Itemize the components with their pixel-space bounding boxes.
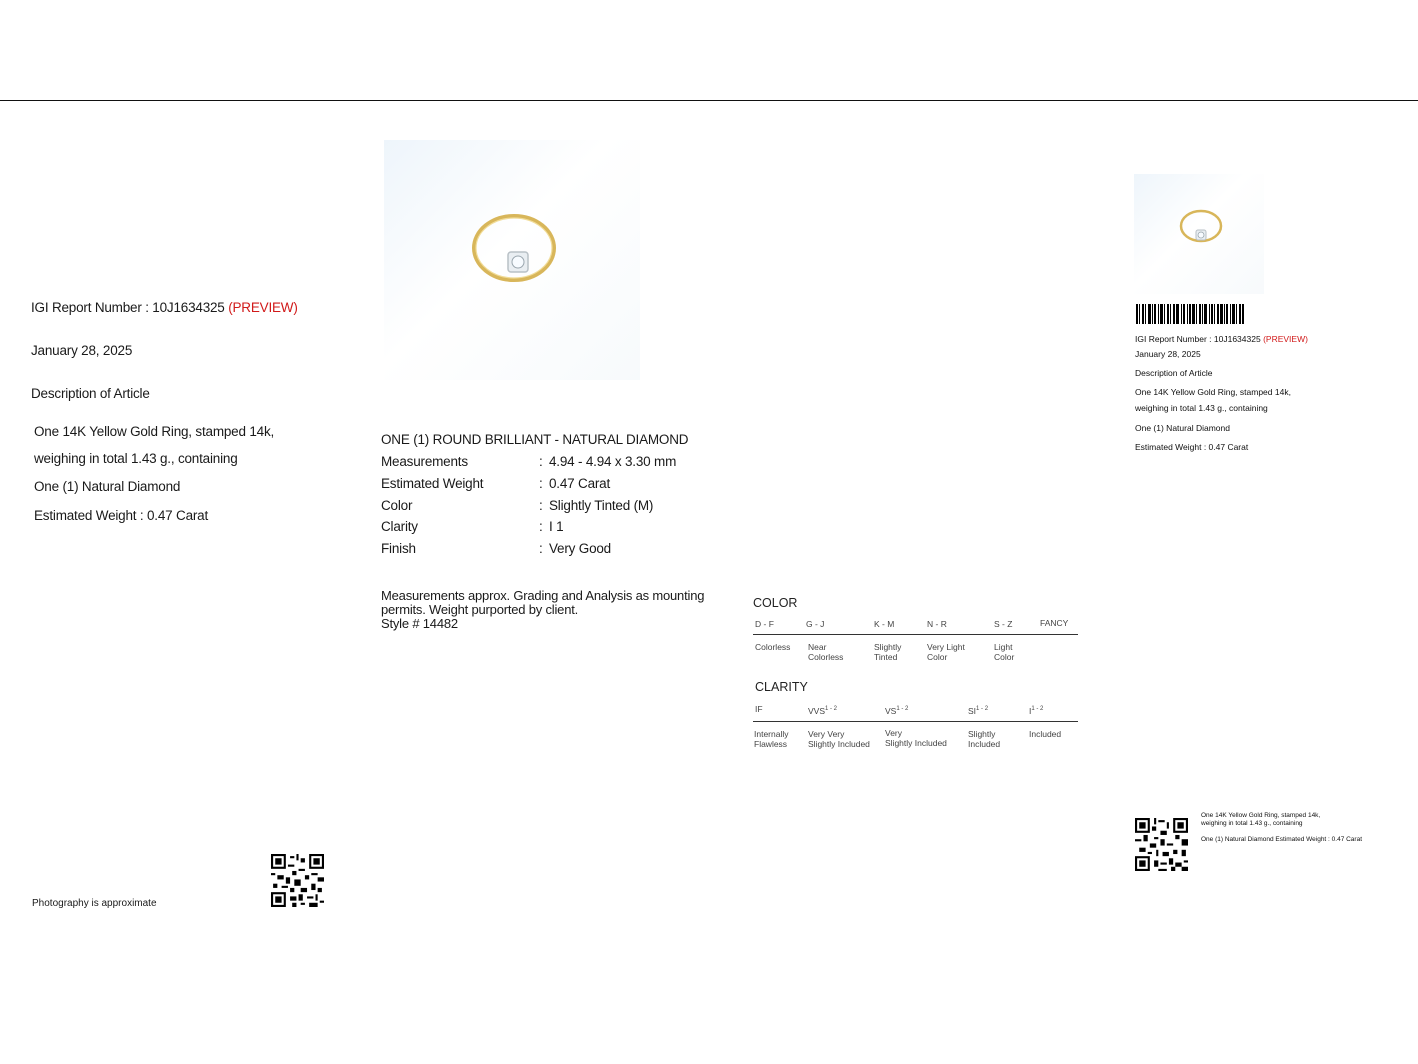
comment-line: Measurements approx. Grading and Analysis as mounting <box>381 588 705 603</box>
report-number-label: IGI Report Number : 10J1634325 <box>31 300 225 315</box>
color-grade: K - M <box>874 619 895 629</box>
card-date: January 28, 2025 <box>1135 349 1201 359</box>
preview-badge: (PREVIEW) <box>228 300 298 315</box>
comment-line: Style # 14482 <box>381 616 458 631</box>
clarity-grade: IF <box>755 704 763 714</box>
card-back-line: One (1) Natural Diamond Estimated Weight : 0.47 Carat <box>1201 836 1363 843</box>
clarity-desc: Very Very Slightly Included <box>808 729 870 749</box>
ring-photo <box>384 140 640 380</box>
description-line: Estimated Weight : 0.47 Carat <box>34 508 209 523</box>
spec-label: Estimated Weight <box>381 476 484 491</box>
barcode-icon <box>1136 304 1244 324</box>
card-description-line: One (1) Natural Diamond <box>1135 423 1230 433</box>
spec-colon: : <box>539 541 543 556</box>
color-grade: S - Z <box>994 619 1013 629</box>
color-desc: Light Color <box>994 642 1015 662</box>
color-scale-title: COLOR <box>753 596 798 610</box>
spec-label: Measurements <box>381 454 468 469</box>
spec-label: Color <box>381 498 413 513</box>
card-preview-badge: (PREVIEW) <box>1263 334 1308 344</box>
spec-colon: : <box>539 454 543 469</box>
photo-note: Photography is approximate <box>32 898 157 909</box>
card-back-line: weighing in total 1.43 g., containing <box>1201 820 1303 827</box>
clarity-scale-title: CLARITY <box>755 680 808 694</box>
top-divider <box>0 100 1418 101</box>
card-report-number <box>1135 334 1308 344</box>
clarity-grade: $I^{1 - 2}$ <box>1029 705 1044 716</box>
color-desc: Slightly Tinted <box>874 642 902 662</box>
color-grade: N - R <box>927 619 947 629</box>
description-heading: Description of Article <box>31 386 150 401</box>
description-line: weighing in total 1.43 g., containing <box>34 451 238 466</box>
grading-heading: ONE (1) ROUND BRILLIANT - NATURAL DIAMOND <box>381 432 689 447</box>
spec-value: 4.94 - 4.94 x 3.30 mm <box>549 454 677 469</box>
clarity-grade: VVS$^{1 - 2}$ <box>808 705 838 716</box>
color-scale-line <box>753 634 1078 635</box>
card-description-line: weighing in total 1.43 g., containing <box>1135 403 1268 413</box>
color-desc: Colorless <box>755 642 791 652</box>
report-date: January 28, 2025 <box>31 343 133 358</box>
spec-value: Slightly Tinted (M) <box>549 498 654 513</box>
color-grade: G - J <box>806 619 825 629</box>
color-desc: Near Colorless <box>808 642 844 662</box>
color-grade: FANCY <box>1040 618 1069 628</box>
clarity-desc: Included <box>1029 729 1062 739</box>
report-number <box>31 300 298 315</box>
clarity-desc: Very Slightly Included <box>885 728 947 748</box>
spec-colon: : <box>539 476 543 491</box>
card-report-number-label: IGI Report Number : 10J1634325 <box>1135 334 1261 344</box>
spec-value: 0.47 Carat <box>549 476 611 491</box>
spec-value: I 1 <box>549 519 564 534</box>
description-line: One 14K Yellow Gold Ring, stamped 14k, <box>34 424 275 439</box>
clarity-desc: Internally Flawless <box>754 729 789 749</box>
spec-colon: : <box>539 519 543 534</box>
card-description-line: Estimated Weight : 0.47 Carat <box>1135 442 1249 452</box>
card-description-heading: Description of Article <box>1135 368 1213 378</box>
comment-line: permits. Weight purported by client. <box>381 602 579 617</box>
color-desc: Very Light Color <box>927 642 965 662</box>
clarity-scale-line <box>753 721 1078 722</box>
qr-code-icon[interactable] <box>1135 818 1188 871</box>
spec-colon: : <box>539 498 543 513</box>
card-back-line: One 14K Yellow Gold Ring, stamped 14k, <box>1201 812 1321 819</box>
clarity-grade: VS$^{1 - 2}$ <box>885 705 909 716</box>
qr-code-icon[interactable] <box>271 854 324 907</box>
ring-icon <box>1134 174 1264 294</box>
ring-icon <box>384 140 640 380</box>
color-grade: D - F <box>755 619 774 629</box>
description-line: One (1) Natural Diamond <box>34 479 181 494</box>
spec-label: Clarity <box>381 519 418 534</box>
comments <box>381 589 704 631</box>
clarity-grade: SI$^{1 - 2}$ <box>968 705 989 716</box>
card-ring-photo <box>1134 174 1264 294</box>
clarity-desc: Slightly Included <box>968 729 1001 749</box>
spec-label: Finish <box>381 541 416 556</box>
card-description-line: One 14K Yellow Gold Ring, stamped 14k, <box>1135 387 1291 397</box>
spec-value: Very Good <box>549 541 611 556</box>
